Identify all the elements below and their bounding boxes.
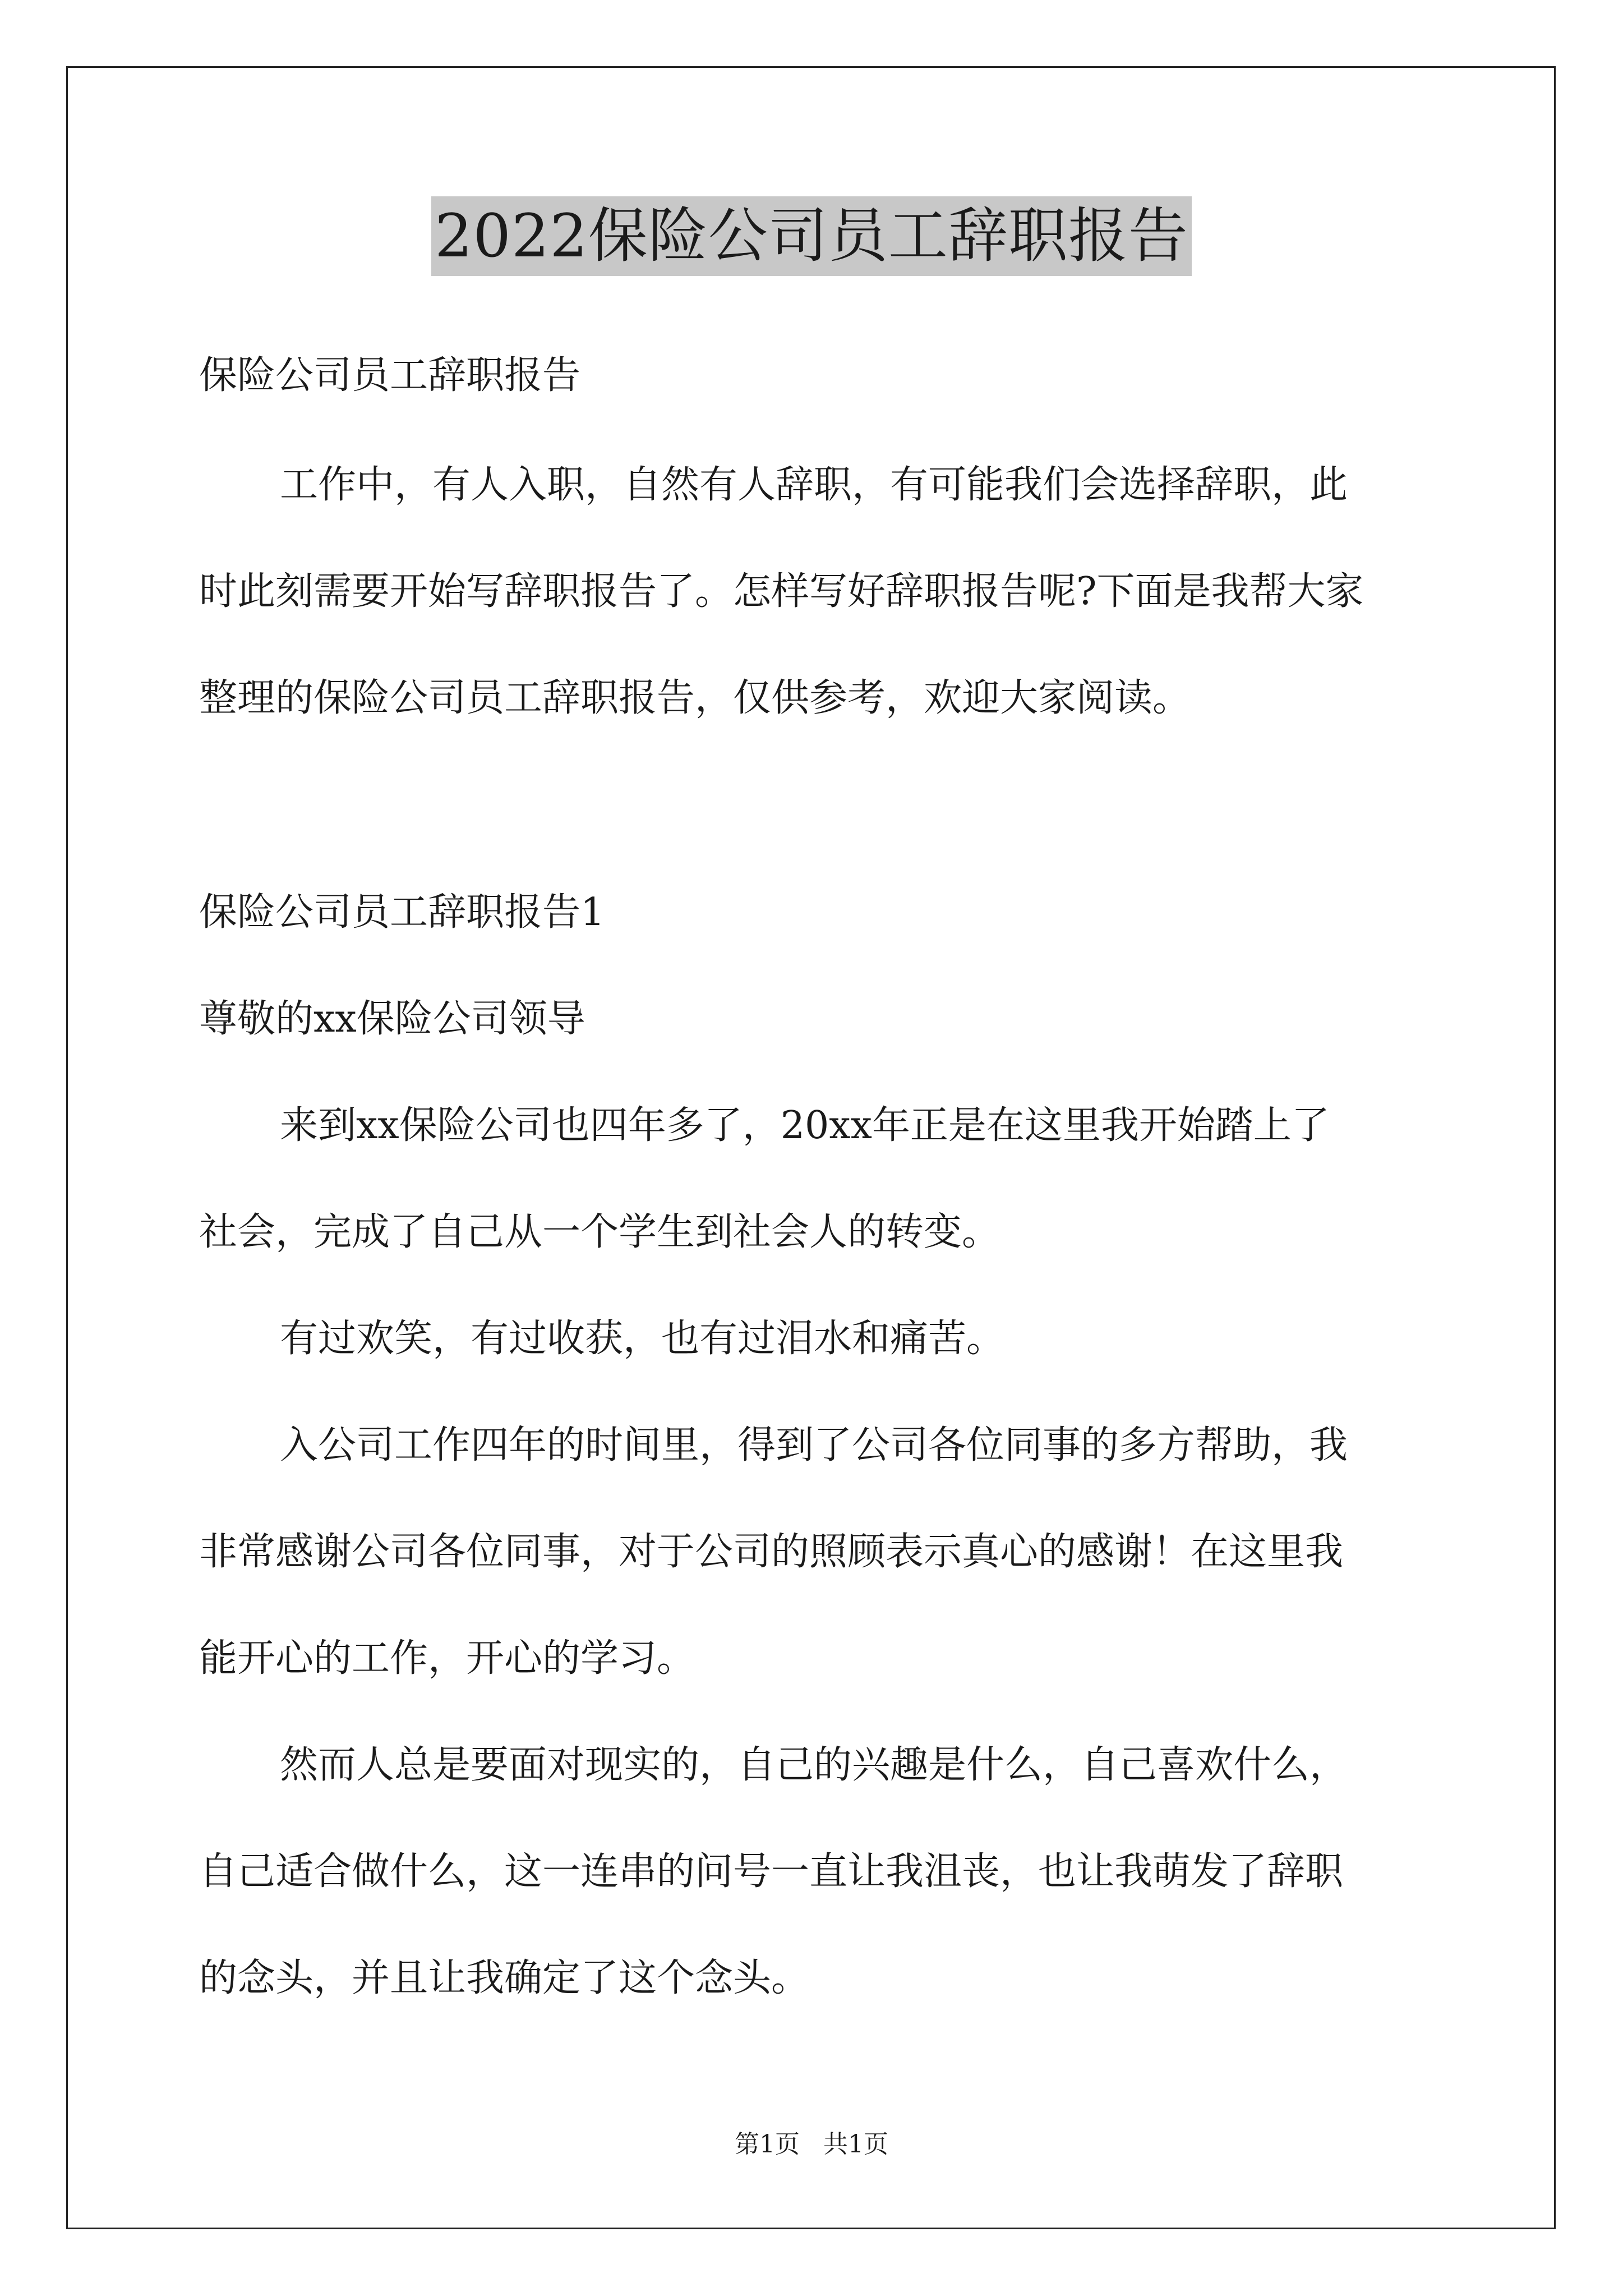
salutation: 尊敬的xx保险公司领导 <box>199 997 585 1041</box>
paragraph-line: 能开心的工作，开心的学习。 <box>199 1636 695 1681</box>
section-heading: 保险公司员工辞职报告 <box>199 353 581 398</box>
paragraph-line: 来到xx保险公司也四年多了，20xx年正是在这里我开始踏上了 <box>280 1103 1330 1148</box>
title-container <box>0 196 1623 276</box>
paragraph-line: 工作中，有人入职，自然有人辞职，有可能我们会选择辞职，此 <box>280 463 1348 507</box>
section-heading: 保险公司员工辞职报告1 <box>199 890 605 935</box>
paragraph-line: 然而人总是要面对现实的，自己的兴趣是什么，自己喜欢什么， <box>280 1743 1348 1787</box>
paragraph-line: 入公司工作四年的时间里，得到了公司各位同事的多方帮助，我 <box>280 1423 1348 1467</box>
paragraph-line: 时此刻需要开始写辞职报告了。怎样写好辞职报告呢?下面是我帮大家 <box>199 569 1364 614</box>
document-title: 2022保险公司员工辞职报告 <box>431 196 1192 276</box>
paragraph-line: 有过欢笑，有过收获，也有过泪水和痛苦。 <box>280 1317 1005 1361</box>
paragraph-line: 自己适合做什么，这一连串的问号一直让我沮丧，也让我萌发了辞职 <box>199 1849 1344 1894</box>
paragraph-line: 非常感谢公司各位同事，对于公司的照顾表示真心的感谢！在这里我 <box>199 1530 1344 1574</box>
page-number: 第1页 共1页 <box>735 2130 888 2159</box>
paragraph-line: 的念头，并且让我确定了这个念头。 <box>199 1956 810 2000</box>
paragraph-line: 整理的保险公司员工辞职报告，仅供参考，欢迎大家阅读。 <box>199 676 1191 720</box>
paragraph-line: 社会，完成了自己从一个学生到社会人的转变。 <box>199 1210 1000 1254</box>
